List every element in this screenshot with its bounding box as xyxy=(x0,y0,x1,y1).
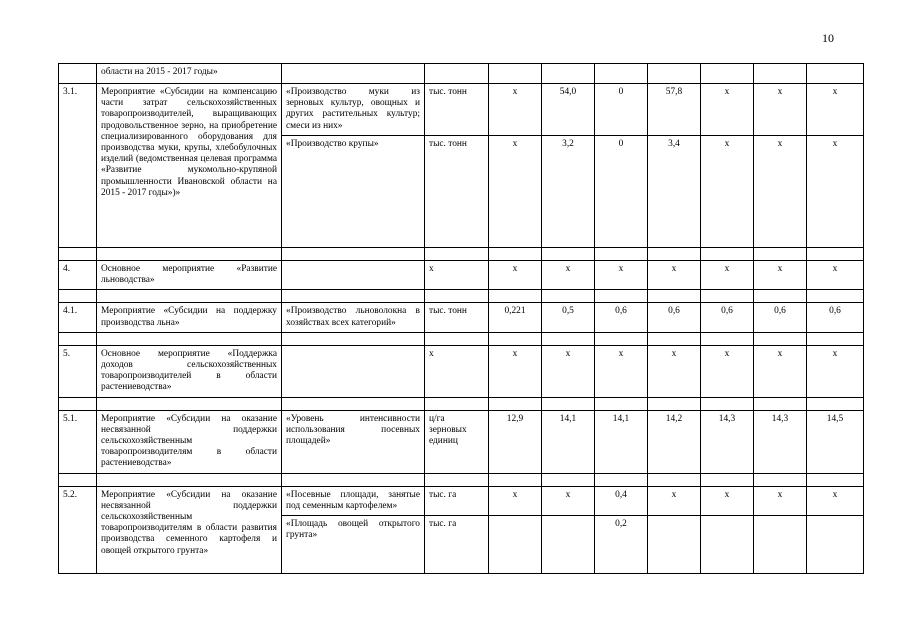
indicator-value: x xyxy=(595,261,648,290)
spacer-cell xyxy=(425,290,489,303)
indicator-unit xyxy=(425,64,489,84)
spacer-row xyxy=(59,332,864,345)
spacer-cell xyxy=(282,397,425,410)
event-name: области на 2015 - 2017 годы» xyxy=(97,64,282,84)
spacer-cell xyxy=(489,290,542,303)
indicator-name: «Производство муки из зерновых культур, овощных и других растительных культур; смеси из них» xyxy=(282,84,425,136)
indicator-value: 12,9 xyxy=(489,410,542,473)
indicator-value: 14,5 xyxy=(807,410,864,473)
indicator-value xyxy=(595,64,648,84)
spacer-cell xyxy=(648,473,701,486)
row-number: 3.1. xyxy=(59,84,97,248)
spacer-cell xyxy=(97,397,282,410)
spacer-cell xyxy=(542,290,595,303)
spacer-cell xyxy=(595,332,648,345)
indicator-value xyxy=(542,64,595,84)
spacer-cell xyxy=(807,473,864,486)
indicator-value: x xyxy=(754,136,807,248)
table-row xyxy=(59,84,864,136)
row-number xyxy=(59,64,97,84)
spacer-cell xyxy=(754,248,807,261)
spacer-cell xyxy=(282,290,425,303)
indicator-value: x xyxy=(807,84,864,136)
spacer-cell xyxy=(542,397,595,410)
indicator-value: x xyxy=(489,261,542,290)
indicator-value: 14,3 xyxy=(701,410,754,473)
indicator-unit: ц/га зерновых единиц xyxy=(425,410,489,473)
spacer-cell xyxy=(59,290,97,303)
indicator-value xyxy=(648,64,701,84)
spacer-cell xyxy=(97,332,282,345)
spacer-cell xyxy=(425,332,489,345)
table-row xyxy=(59,345,864,397)
indicator-value xyxy=(807,64,864,84)
indicator-value: 0,6 xyxy=(701,303,754,332)
indicator-value xyxy=(754,64,807,84)
indicator-name: «Площадь овощей открытого грунта» xyxy=(282,516,425,574)
indicator-value: 54,0 xyxy=(542,84,595,136)
indicator-value xyxy=(489,64,542,84)
indicator-value: x xyxy=(754,486,807,515)
spacer-cell xyxy=(59,332,97,345)
indicator-value: 0 xyxy=(595,136,648,248)
spacer-row xyxy=(59,473,864,486)
indicator-value: x xyxy=(754,261,807,290)
indicator-value: x xyxy=(807,345,864,397)
indicator-value: 0,221 xyxy=(489,303,542,332)
indicator-name: «Уровень интенсивности использования посевных площадей» xyxy=(282,410,425,473)
table-row xyxy=(59,303,864,332)
table-row xyxy=(59,410,864,473)
indicator-value: 3,2 xyxy=(542,136,595,248)
indicator-value: x xyxy=(701,345,754,397)
spacer-cell xyxy=(59,397,97,410)
program-indicators-table xyxy=(58,63,864,574)
indicator-value: 14,2 xyxy=(648,410,701,473)
spacer-cell xyxy=(701,290,754,303)
indicator-value: x xyxy=(701,261,754,290)
indicator-value: x xyxy=(807,261,864,290)
spacer-cell xyxy=(807,332,864,345)
indicator-value xyxy=(489,516,542,574)
spacer-cell xyxy=(489,332,542,345)
spacer-cell xyxy=(59,248,97,261)
indicator-value: 3,4 xyxy=(648,136,701,248)
spacer-cell xyxy=(648,290,701,303)
indicator-value: 0,5 xyxy=(542,303,595,332)
event-name: Основное мероприятие «Развитие льноводства» xyxy=(97,261,282,290)
spacer-cell xyxy=(542,473,595,486)
indicator-value: x xyxy=(542,261,595,290)
indicator-value: x xyxy=(542,486,595,515)
spacer-cell xyxy=(97,473,282,486)
indicator-value: 14,1 xyxy=(595,410,648,473)
spacer-row xyxy=(59,290,864,303)
spacer-cell xyxy=(701,248,754,261)
spacer-cell xyxy=(97,248,282,261)
indicator-value xyxy=(754,516,807,574)
spacer-cell xyxy=(425,473,489,486)
table-row xyxy=(59,486,864,515)
spacer-cell xyxy=(425,248,489,261)
spacer-cell xyxy=(595,397,648,410)
spacer-cell xyxy=(489,473,542,486)
spacer-cell xyxy=(701,473,754,486)
table-row xyxy=(59,64,864,84)
indicator-unit: x xyxy=(425,261,489,290)
spacer-cell xyxy=(59,473,97,486)
indicator-name: «Производство крупы» xyxy=(282,136,425,248)
indicator-value: x xyxy=(489,136,542,248)
row-number: 5. xyxy=(59,345,97,397)
spacer-cell xyxy=(282,473,425,486)
indicator-value: 14,3 xyxy=(754,410,807,473)
event-name: Мероприятие «Субсидии на оказание несвязанной поддержки сельскохозяйственным товаропроизводителям в области развития производства семенного картофеля и овощей открытого грунта» xyxy=(97,486,282,573)
indicator-value: x xyxy=(754,84,807,136)
indicator-value: x xyxy=(489,486,542,515)
indicator-value: x xyxy=(648,261,701,290)
event-name: Мероприятие «Субсидии на компенсацию части затрат сельскохозяйственных товаропроизводителей, выращивающих продовольственное зерно, на приобретение специализированного оборудования для производства муки, крупы, хлебобулочных изделий (ведомственная целевая программа «Развитие мукомольно-крупяной промышленности Ивановской области на 2015 - 2017 годы»)» xyxy=(97,84,282,248)
spacer-cell xyxy=(754,397,807,410)
spacer-cell xyxy=(701,332,754,345)
indicator-unit: x xyxy=(425,345,489,397)
indicator-value: 57,8 xyxy=(648,84,701,136)
spacer-cell xyxy=(489,397,542,410)
spacer-cell xyxy=(754,332,807,345)
event-name: Мероприятие «Субсидии на поддержку производства льна» xyxy=(97,303,282,332)
spacer-cell xyxy=(648,397,701,410)
indicator-value: x xyxy=(807,136,864,248)
row-number: 4. xyxy=(59,261,97,290)
spacer-row xyxy=(59,397,864,410)
spacer-cell xyxy=(595,290,648,303)
row-number: 5.2. xyxy=(59,486,97,573)
spacer-cell xyxy=(754,290,807,303)
spacer-cell xyxy=(648,332,701,345)
indicator-name xyxy=(282,261,425,290)
event-name: Мероприятие «Субсидии на оказание несвязанной поддержки сельскохозяйственным товаропроизводителям в области растениеводства» xyxy=(97,410,282,473)
spacer-cell xyxy=(282,332,425,345)
indicator-name: «Посевные площади, занятые под семенным картофелем» xyxy=(282,486,425,515)
indicator-value: x xyxy=(648,345,701,397)
indicator-unit: тыс. га xyxy=(425,486,489,515)
indicator-name xyxy=(282,64,425,84)
indicator-value: x xyxy=(542,345,595,397)
indicator-value: 0,6 xyxy=(754,303,807,332)
indicator-value xyxy=(648,516,701,574)
indicator-value: 0,6 xyxy=(807,303,864,332)
indicator-value xyxy=(807,516,864,574)
indicator-value: 14,1 xyxy=(542,410,595,473)
indicator-value: x xyxy=(648,486,701,515)
indicator-value: x xyxy=(701,136,754,248)
indicator-value: x xyxy=(595,345,648,397)
spacer-cell xyxy=(595,248,648,261)
indicator-value xyxy=(701,516,754,574)
indicator-unit: тыс. тонн xyxy=(425,303,489,332)
indicator-unit: тыс. тонн xyxy=(425,136,489,248)
indicator-value xyxy=(701,64,754,84)
indicator-unit: тыс. га xyxy=(425,516,489,574)
indicator-value: x xyxy=(754,345,807,397)
spacer-cell xyxy=(807,397,864,410)
indicator-value: 0,4 xyxy=(595,486,648,515)
indicator-value xyxy=(542,516,595,574)
indicator-value: 0 xyxy=(595,84,648,136)
spacer-cell xyxy=(648,248,701,261)
spacer-cell xyxy=(542,332,595,345)
spacer-cell xyxy=(489,248,542,261)
indicator-value: 0,6 xyxy=(595,303,648,332)
spacer-cell xyxy=(97,290,282,303)
table-row xyxy=(59,261,864,290)
row-number: 5.1. xyxy=(59,410,97,473)
event-name: Основное мероприятие «Поддержка доходов сельскохозяйственных товаропроизводителей в области растениеводства» xyxy=(97,345,282,397)
spacer-cell xyxy=(807,290,864,303)
indicator-value: x xyxy=(701,486,754,515)
spacer-cell xyxy=(595,473,648,486)
indicator-unit: тыс. тонн xyxy=(425,84,489,136)
indicator-value: x xyxy=(807,486,864,515)
indicator-value: x xyxy=(489,345,542,397)
spacer-cell xyxy=(282,248,425,261)
indicator-name xyxy=(282,345,425,397)
spacer-cell xyxy=(542,248,595,261)
spacer-cell xyxy=(701,397,754,410)
row-number: 4.1. xyxy=(59,303,97,332)
spacer-row xyxy=(59,248,864,261)
indicator-value: x xyxy=(489,84,542,136)
indicator-name: «Производство льноволокна в хозяйствах всех категорий» xyxy=(282,303,425,332)
spacer-cell xyxy=(754,473,807,486)
spacer-cell xyxy=(425,397,489,410)
indicator-value: 0,6 xyxy=(648,303,701,332)
indicator-value: 0,2 xyxy=(595,516,648,574)
indicator-value: x xyxy=(701,84,754,136)
spacer-cell xyxy=(807,248,864,261)
page-number: 10 xyxy=(822,31,834,45)
